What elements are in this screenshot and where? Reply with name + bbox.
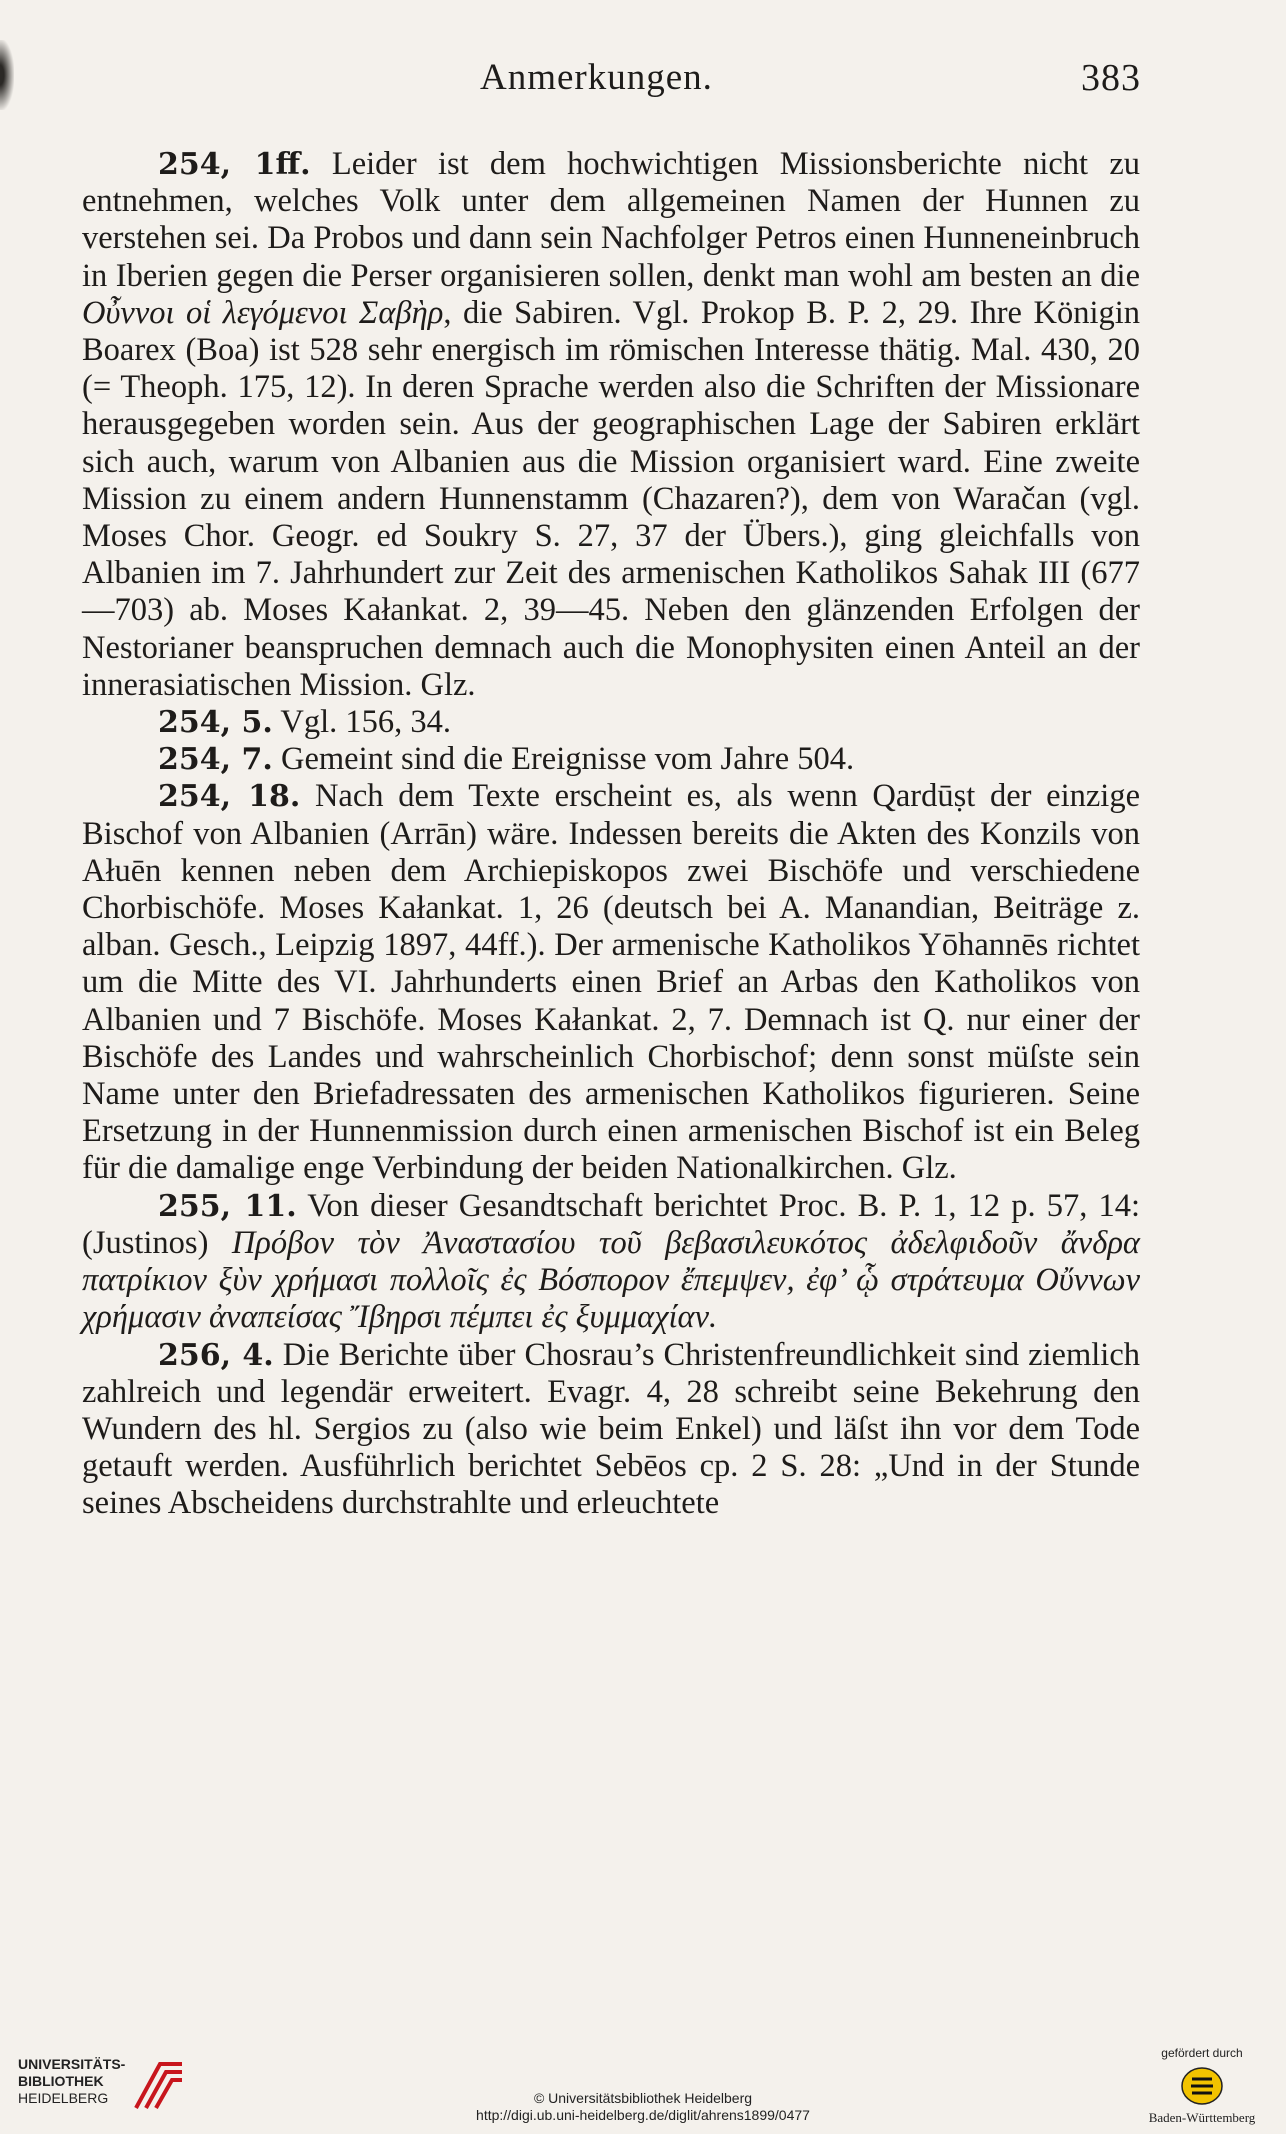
annotation-paragraph — [82, 778, 1140, 1187]
annotation-reference: 254, 7. — [158, 742, 273, 778]
greek-quotation: Πρόβον τὸν Ἀναστασίου τοῦ βεβασιλευκότος ἀδελφιδοῦν ἄνδρα πατρίκιον ξὺν χρήμασι πολλοῖς ἐς Βόσπορον ἔπεμψεν, ἐφ’ ᾧ στράτευμα Οὔννων χρήμασιν ἀναπείσας Ἴβηρσι πέμπει ἐς ξυμμαχίαν. — [82, 1224, 1140, 1336]
permalink[interactable]: http://digi.ub.uni-heidelberg.de/diglit/ahrens1899/0477 — [476, 2107, 810, 2123]
annotation-reference: 255, 11. — [158, 1188, 297, 1224]
greek-quotation: Οὖννοι οἱ λεγόμενοι Σαβὴρ — [82, 294, 444, 331]
page-number: 383 — [1081, 57, 1141, 99]
annotation-text-segment: Die Berichte über Chosrau’s Christenfreundlichkeit sind ziemlich zahlreich und legendär erweitert. Evagr. 4, 28 schreibt seine Bekehrung den Wundern des hl. Sergios zu (also wie beim Enkel) und läſst ihn vor dem Tode getauft werden. Ausführlich berichtet Sebēos cp. 2 S. 28: „Und in der Stunde seines Abscheidens durchstrahlte und erleuchtete — [82, 1336, 1140, 1522]
library-logo-line1: UNIVERSITÄTS- — [18, 2056, 126, 2072]
annotation-paragraph — [82, 1188, 1140, 1337]
annotation-text-segment: Nach dem Texte erscheint es, als wenn Qardūṣt der einzige Bischof von Albanien (Arrān) wäre. Indessen bereits die Akten des Konzils von Ałuēn kennen neben dem Archiepiskopos zwei Bischöfe und verschiedene Chorbischöfe. Moses Kałankat. 1, 26 (deutsch bei A. Manandian, Beiträge z. alban. Gesch., Leipzig 1897, 44ff.). Der armenische Katholikos Yōhannēs richtet um die Mitte des VI. Jahrhunderts einen Brief an Arbas den Katholikos von Albanien und 7 Bischöfe. Moses Kałankat. 2, 7. Demnach ist Q. nur einer der Bischöfe des Landes und wahrscheinlich Chorbischof; denn sonst müſste sein Name unter den Briefadressaten des armenischen Katholikos figurieren. Seine Ersetzung in der Hunnenmission durch einen armenischen Bischof ist ein Beleg für die damalige enge Verbindung der beiden Nationalkirchen. Glz. — [82, 778, 1140, 1187]
annotation-text-segment: Vgl. 156, 34. — [272, 704, 452, 741]
annotation-paragraph — [82, 704, 1140, 741]
library-logo-line3: HEIDELBERG — [18, 2090, 109, 2106]
library-logo-line2: BIBLIOTHEK — [18, 2073, 104, 2089]
running-head — [0, 56, 1286, 112]
annotation-text — [82, 146, 1140, 1523]
sponsor-label: gefördert durch — [1161, 2046, 1243, 2060]
page-footer — [0, 2040, 1286, 2134]
copyright-notice: © Universitätsbibliothek Heidelberg — [533, 2090, 753, 2106]
annotation-text-segment: Leider ist dem hochwichtigen Missionsberichte nicht zu entnehmen, welches Volk unter dem allgemeinen Namen der Hunnen zu verstehen sei. Da Probos und dann sein Nachfolger Petros einen Hunneneinbruch in Iberien gegen die Perser organisieren sollen, denkt man wohl am besten an die — [82, 146, 1140, 294]
annotation-reference: 254, 1ff. — [158, 147, 311, 182]
sponsor-name: Baden-Württemberg — [1148, 2110, 1256, 2125]
annotation-text-segment: , die Sabiren. Vgl. Prokop B. P. 2, 29. Ihre Königin Boarex (Boa) ist 528 sehr energisch im römischen Interesse thätig. Mal. 430, 20 (= Theoph. 175, 12). In deren Sprache werden also die Schriften der Missionare herausgegeben worden sein. Aus der geographischen Lage der Sabiren erklärt sich auch, warum von Albanien aus die Mission organisiert ward. Eine zweite Mission zu einem andern Hunnenstamm (Chazaren?), dem von Waračan (vgl. Moses Chor. Geogr. ed Soukry S. 27, 37 der Übers.), ging gleichfalls von Albanien im 7. Jahrhundert zur Zeit des armenischen Katholikos Sahak III (677—703) ab. Moses Kałankat. 2, 39—45. Neben den glänzenden Erfolgen der Nestorianer beanspruchen demnach auch die Monophysiten einen Anteil an der innerasiatischen Mission. Glz. — [82, 294, 1140, 703]
copyright-block — [0, 2090, 1286, 2124]
annotation-paragraph — [82, 741, 1140, 778]
annotation-paragraph — [82, 1337, 1140, 1523]
annotation-text-segment: Gemeint sind die Ereignisse vom Jahre 504. — [272, 741, 855, 778]
annotation-reference: 254, 5. — [158, 705, 273, 741]
running-title: Anmerkungen. — [480, 57, 713, 98]
annotation-paragraph — [82, 146, 1140, 704]
annotation-reference: 254, 18. — [158, 779, 301, 815]
annotation-reference: 256, 4. — [158, 1337, 274, 1373]
sponsor-block — [1132, 2046, 1272, 2132]
annotation-text-segment: Von dieser Gesandtschaft berichtet Proc. B. P. 1, 12 p. 57, 14: (Justinos) — [82, 1187, 1140, 1261]
state-crest-icon — [1180, 2066, 1224, 2106]
